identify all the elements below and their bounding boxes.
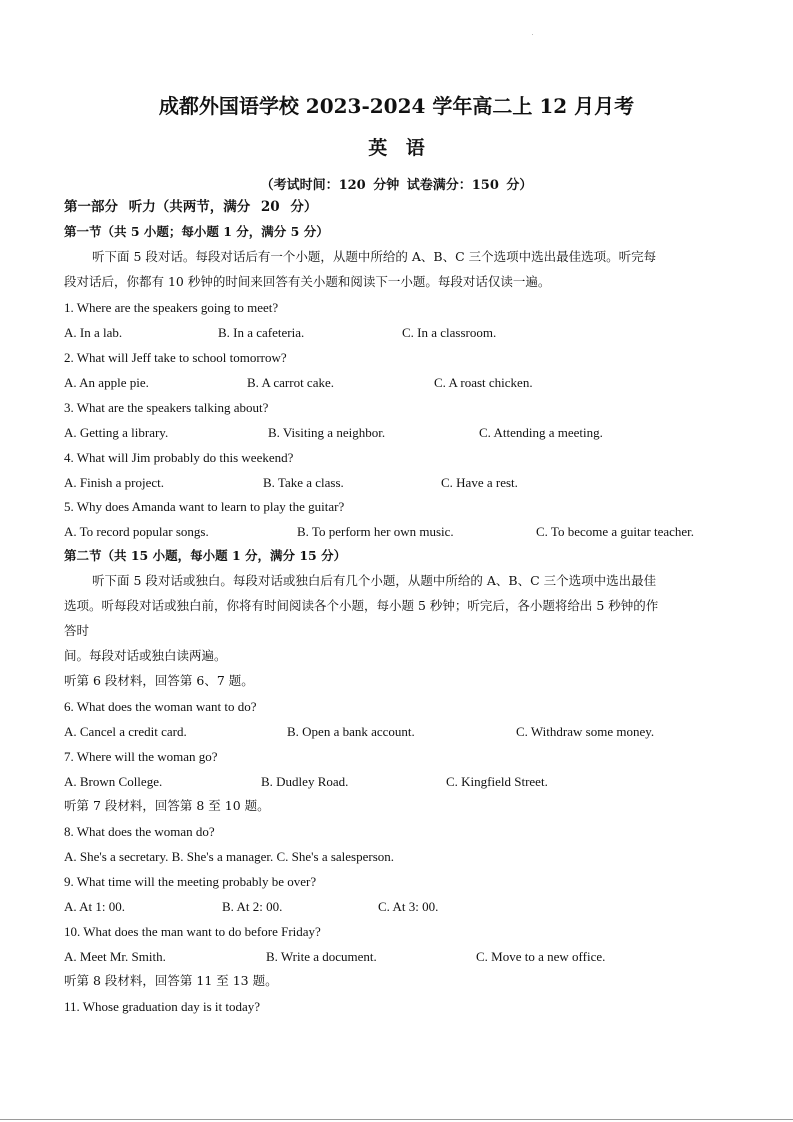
question-4: 4. What will Jim probably do this weekend?	[64, 450, 294, 465]
question-6-option-c: C. Withdraw some money.	[516, 724, 655, 739]
question-6-option-b: B. Open a bank account.	[287, 724, 415, 739]
question-10-option-a: A. Meet Mr. Smith.	[64, 949, 166, 964]
question-11: 11. Whose graduation day is it today?	[64, 999, 261, 1014]
question-1: 1. Where are the speakers going to meet?	[64, 300, 279, 315]
exam-title: 成都外国语学校 2023-2024 学年高二上 12 月月考	[158, 94, 635, 118]
question-5: 5. Why does Amanda want to learn to play the guitar?	[64, 499, 345, 514]
question-7-option-b: B. Dudley Road.	[261, 774, 349, 789]
part1-heading: 第一部分 听力（共两节，满分 20 分）	[64, 199, 318, 215]
section2-instruction-line4: 间。每段对话或独白读两遍。	[64, 648, 227, 663]
section1-instruction-line1: 听下面 5 段对话。每段对话后有一个小题，从题中所给的 A、B、C 三个选项中选出最佳选项。听完每	[92, 249, 657, 264]
section2-instruction-line2: 选项。听每段对话或独白前，你将有时间阅读各个小题，每小题 5 秒钟；听完后，各小题将给出 5 秒钟的作	[64, 598, 659, 613]
question-9-option-c: C. At 3: 00.	[378, 899, 439, 914]
section2-instruction-line3: 答时	[64, 623, 90, 638]
page-bottom-rule	[0, 1119, 793, 1120]
question-10-option-c: C. Move to a new office.	[476, 949, 606, 964]
question-1-option-a: A. In a lab.	[64, 325, 123, 340]
section2-instruction-line1: 听下面 5 段对话或独白。每段对话或独白后有几个小题，从题中所给的 A、B、C 三个选项中选出最佳	[92, 573, 657, 588]
section2-heading: 第二节（共 15 小题，每小题 1 分，满分 15 分）	[64, 548, 347, 563]
section1-instruction-line2: 段对话后，你都有 10 秒钟的时间来回答有关小题和阅读下一小题。每段对话仅读一遍。	[64, 274, 551, 289]
question-4-option-b: B. Take a class.	[263, 475, 344, 490]
question-5-option-b: B. To perform her own music.	[297, 524, 454, 539]
question-9-option-b: B. At 2: 00.	[222, 899, 283, 914]
question-3-option-a: A. Getting a library.	[64, 425, 169, 440]
question-3-option-c: C. Attending a meeting.	[479, 425, 603, 440]
question-7-option-a: A. Brown College.	[64, 774, 163, 789]
question-1-option-b: B. In a cafeteria.	[218, 325, 305, 340]
question-5-option-a: A. To record popular songs.	[64, 524, 209, 539]
question-2: 2. What will Jeff take to school tomorrow?	[64, 350, 287, 365]
question-8: 8. What does the woman do?	[64, 824, 215, 839]
question-9: 9. What time will the meeting probably be over?	[64, 874, 317, 889]
material-6-note: 听第 6 段材料，回答第 6、7 题。	[64, 673, 254, 688]
question-3-option-b: B. Visiting a neighbor.	[268, 425, 386, 440]
question-7-option-c: C. Kingfield Street.	[446, 774, 548, 789]
question-5-option-c: C. To become a guitar teacher.	[536, 524, 695, 539]
question-1-option-c: C. In a classroom.	[402, 325, 497, 340]
question-2-option-c: C. A roast chicken.	[434, 375, 533, 390]
material-8-note: 听第 8 段材料，回答第 11 至 13 题。	[64, 973, 278, 988]
subject-title: 英 语	[368, 137, 425, 159]
material-7-note: 听第 7 段材料，回答第 8 至 10 题。	[64, 798, 270, 813]
question-9-option-a: A. At 1: 00.	[64, 899, 126, 914]
question-2-option-b: B. A carrot cake.	[247, 375, 334, 390]
section1-heading: 第一节（共 5 小题；每小题 1 分，满分 5 分）	[64, 224, 329, 239]
question-10: 10. What does the man want to do before Friday?	[64, 924, 321, 939]
question-8-options: A. She's a secretary. B. She's a manager. C. She's a salesperson.	[64, 849, 395, 864]
question-6: 6. What does the woman want to do?	[64, 699, 257, 714]
question-6-option-a: A. Cancel a credit card.	[64, 724, 187, 739]
exam-info: （考试时间：120 分钟 试卷满分：150 分）	[260, 178, 533, 193]
question-4-option-a: A. Finish a project.	[64, 475, 165, 490]
question-4-option-c: C. Have a rest.	[441, 475, 518, 490]
question-3: 3. What are the speakers talking about?	[64, 400, 269, 415]
scan-speck	[532, 34, 533, 35]
question-10-option-b: B. Write a document.	[266, 949, 377, 964]
question-7: 7. Where will the woman go?	[64, 749, 218, 764]
question-2-option-a: A. An apple pie.	[64, 375, 149, 390]
